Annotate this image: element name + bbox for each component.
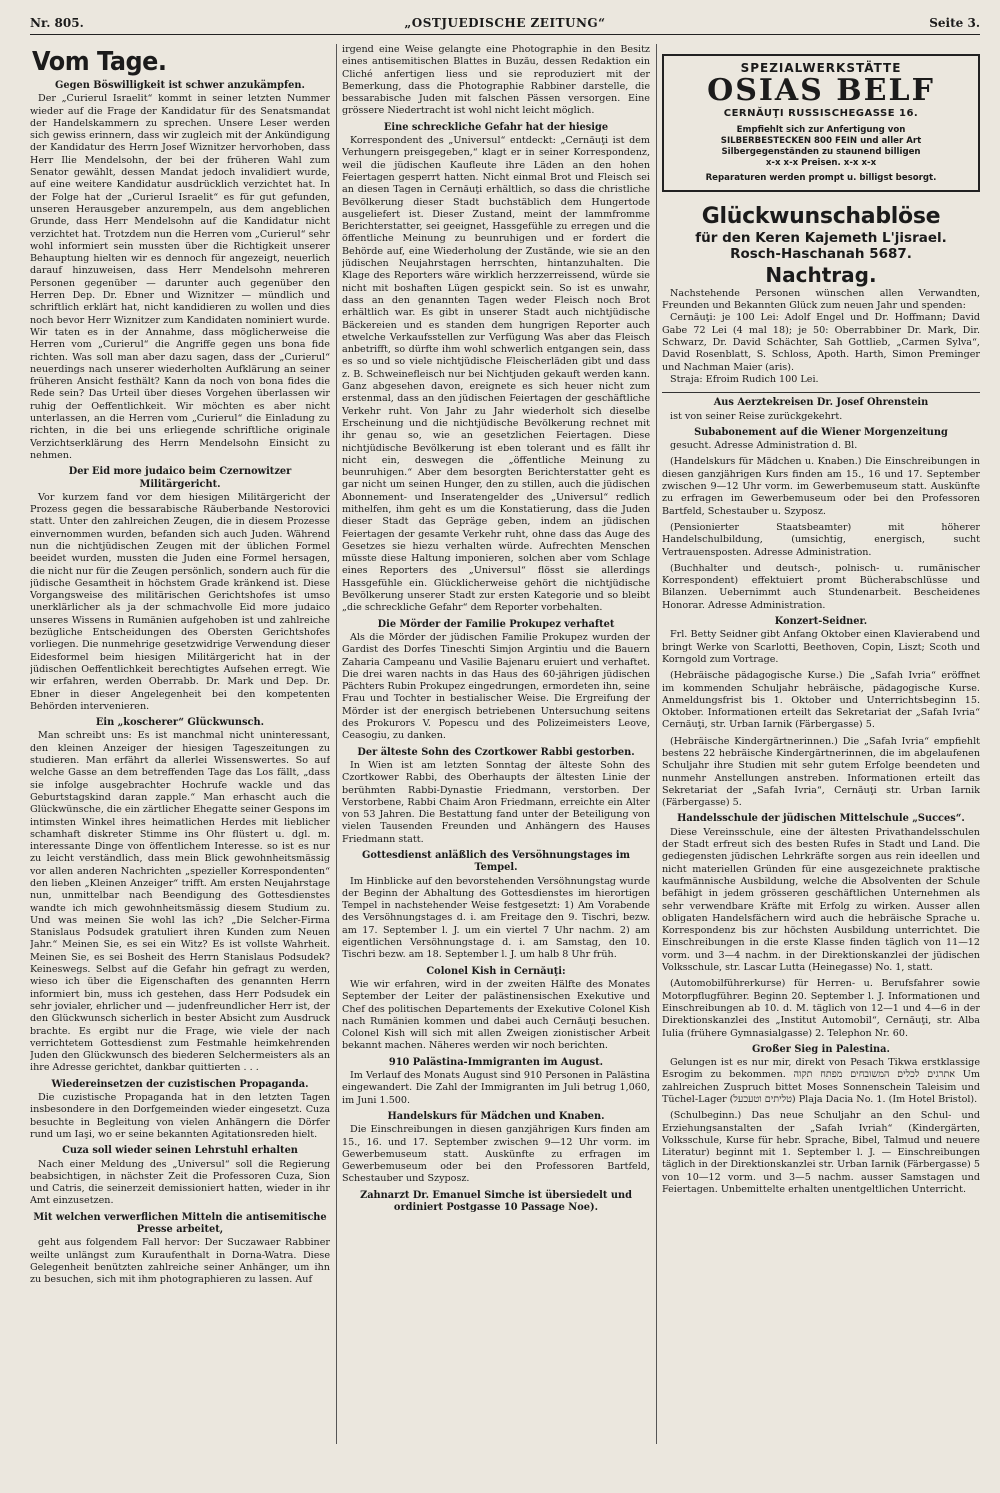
article-headline: Gegen Böswilligkeit ist schwer anzukämpfen. (55, 80, 305, 91)
notice-buchhalter (662, 563, 980, 612)
glueckwunsch-title: Glückwunschablöse (701, 203, 941, 229)
article-cuzistische-propaganda (30, 1079, 330, 1141)
article-headline: Zahnarzt Dr. Emanuel Simche ist übersiedelt und ordiniert Postgasse 10 Passage Noe). (360, 1189, 632, 1214)
article-headline: Mit welchen verwerflichen Mitteln die antisemitische Presse arbeitet, (33, 1211, 327, 1236)
article-text: Der „Curierul Israelit“ kommt in seiner letzten Nummer wieder auf die Frage der Kandidatur für des Senatsmandat der Handelskammern zu sprechen. Unsere Leser werden sich gewiss erinnern, dass wir zugleich mit der Ankündigung der Kandidatur des Herrn Josef Wiznitzer hervorhoben, dass Herr Ilie Mendelsohn, der bei der früheren Wahl zum Senator gewählt, dessen Mandat jedoch invalidiert wurde, auf eine weitere Kandidatur ausdrücklich verzichtet hat. In der Folge hat der „Curierul Israelit“ es für gut gefunden, unseren Herausgeber anzurempeln, aus dem angeblichen Grunde, dass Herr Mendelsohn auf die Kandidatur nicht verzichtet hat. Trotzdem nun die Herren vom „Curierul“ sehr wohl informiert sein mussten über die Richtigkeit unserer Behauptung hielten wir es dennoch für angezeigt, neuerlich darauf hinzuweisen, dass Herr Mendelsohn mehreren Personen gegenüber — darunter auch gegenüber den Herren Dep. Dr. Ebner und Wiznitzer — mündlich und schriftlich erklärt hat, nicht kandidieren zu wollen und dies noch bevor Herr Wiznitzer zum Kandidaten nominiert wurde. Wir taten es in der Annahme, dass möglicherweise die Herren vom „Curierul“ die Angriffe gegen uns bona fide richten. Was soll man aber dazu sagen, dass der „Curierul“ neuerdings nach unserer wiederholten Aufklärung an seiner früheren Ansicht festhält? Kann da noch von bona fides die Rede sein? Das Urteil über dieses Vorgehen überlassen wir ruhig der Oeffentlichkeit. Wir möchten es aber nicht unterlassen, an die Herren vom „Curierul“ die Einladung zu richten, in die bei uns erliegende schriftliche originale Verzichtserklärung des Herrn Mendelsohn Einsicht zu nehmen. (30, 93, 330, 461)
notice-paedagogische-kurse (662, 670, 980, 731)
notice-subabonement (662, 427, 980, 453)
advertisement-belf (662, 54, 980, 192)
article-text: Man schreibt uns: Es ist manchmal nicht uninteressant, den kleinen Anzeiger der hiesigen Tageszeitungen zu studieren. Man erfährt da allerlei Wissenswertes. So auf welche Gasse an dem betreffenden Tage das Los fällt, „dass sie infolge ausgebrachter Hochrufe wackle und das Geburtstagskind daran zapple.“ Man erhascht auch die Glückwünsche, die ein zärtlicher Ehegatte seiner Gespons im intimsten Winkel ihres heimatlichen Herdes mit lieblicher schamhaft diskreter Stimme ins Ohr flüstert u. dgl. m. interessante Dinge von öffentlichem Interesse. so ist es nur zu leicht verständlich, dass mein Blick gewohnheitsmässig vor allen anderen Nachrichten „spezieller Korrespondenten“ den lieben „Kleinen Anzeiger“ trifft. Am ersten Neujahrstage nun, unmittelbar nach Beendigung des Gottesdienstes wandte ich mich gewohnheitsmässig diesem Studium zu. Und was meinen Sie wohl las ich? „Die Selcher-Firma Stanislaus Podsudek gratuliert ihren Kunden zum Neuen Jahr.“ Meinen Sie, es sei ein Witz? Es ist vollste Wahrheit. Meinen Sie, es sei Bosheit des Herrn Stanislaus Podsudek? Keineswegs. Selbst auf die Gefahr hin gefragt zu werden, wieso ich über die Eigenschaften des genannten Herrn informiert bin, muss ich gestehen, dass Herr Podsudek ein sehr jovialer, ehrlicher und — judenfreundlicher Herr ist, der den Glückwunsch sicherlich in bester Absicht zum Ausdruck brachte. Es ergibt nur die Frage, wie viele der nach verrichtetem Gottesdienst zum Festmahle heimkehrenden Juden den Glückwunsch des biederen Selchermeisters als an ihre Adresse gerichtet, dankbar quittierten . . . (30, 730, 330, 1074)
notice-konzert (662, 616, 980, 666)
article-headline: Die Mörder der Familie Prokupez verhaftet (377, 618, 615, 630)
notice-text: ist von seiner Reise zurückgekehrt. (670, 410, 843, 422)
section-title: Vom Tage. (32, 47, 167, 77)
notice-text: (Handelskurs für Mädchen u. Knaben.) Die Einschreibungen in diesen ganzjährigen Kurs finden am 15., 16 und 17. September zwischen 9—12 Uhr vorm. im Gewerbemuseum statt. Auskünfte zu erfragen im Gewerbemuseum oder bei den Professoren Bartfeld, Schestauber u. Szyposz. (662, 456, 980, 517)
glueckwunsch-subtitle: für den Keren Kajemeth L'jisrael. (695, 229, 947, 246)
ad-company-name: OSIAS BELF (707, 73, 935, 109)
article-palaestina-immigranten (342, 1057, 650, 1107)
article-headline: Gottesdienst anläßlich des Versöhnungstages im Tempel. (362, 850, 630, 874)
article-zahnarzt (342, 1190, 650, 1215)
article-text: Vor kurzem fand vor dem hiesigen Militärgericht der Prozess gegen die bessarabische Räuberbande Nestorovici statt. Unter den zahlreichen Zeugen, die in diesem Prozesse einvernommen wurden, befanden sich auch Juden. Während nun die nichtjüdischen Zeugen mit der üblichen Formel beeidet wurden, mussten die Juden eine Formel hersagen, die nicht nur für die Zeugen persönlich, sondern auch für die jüdische Gesamtheit in höchstem Grade kränkend ist. Diese Vorgangsweise des militärischen Gerichtshofes ist umso unerklärlicher als ja der schmachvolle Eid more judaico unseres Wissens in Rumänien aufgehoben ist und zahlreiche bezügliche Entscheidungen des Obersten Gerichtshofes vorliegen. Die nunmehrige gesetzwidrige Verwendung dieser Eidesformel beim hiesigen Militärgericht hat in der jüdischen Oeffentlichkeit berechtigtes Aufsehen erregt. Wie wir erfahren, werden Oberrabb. Dr. Mark und Dep. Dr. Ebner in dieser Angelegenheit bei den kompetenten Behörden intervenieren. (30, 491, 330, 712)
column-rule-1 (336, 44, 337, 1444)
article-headline: Cuza soll wieder seinen Lehrstuhl erhalten (62, 1145, 298, 1157)
article-eid-more-judaico (30, 466, 330, 713)
masthead (30, 12, 980, 35)
column-rule-2 (656, 44, 657, 1444)
article-headline: Der Eid more judaico beim Czernowitzer Militärgericht. (68, 466, 292, 490)
notice-text: (Pensionierter Staatsbeamter) mit höherer Handelschulbildung, (umsichtig, energisch, sucht Vertrauensposten. Adresse Administration. (662, 521, 980, 558)
article-cuza-lehrstuhl (30, 1145, 330, 1207)
notice-text: gesucht. Adresse Administration d. Bl. (670, 440, 858, 452)
article-text: Wie wir erfahren, wird in der zweiten Hälfte des Monates September der Leiter der palästinensischen Exekutive und Chef des politischen Departements der Exekutive Colonel Kish nach Rumänien kommen und dabei auch Cernăuţi besuchen. Colonel Kish will sich mit allen Zweigen zionistischer Arbeit bekannt machen. Näheres werden wir noch berichten. (342, 978, 650, 1052)
column-2 (342, 44, 650, 1464)
ad-line: Empfiehlt sich zur Anfertigung von (736, 124, 906, 135)
article-headline: Ein „koscherer“ Glückwunsch. (95, 717, 265, 729)
notice-automobilkurse (662, 978, 980, 1039)
notice-text: (Buchhalter und deutsch-, polnisch- u. rumänischer Korrespondent) effektuiert promt Bücherabschlüsse und Bilanzen. Uebernimmt auch Stundenarbeit. Bescheidenes Honorar. Adresse Administration. (662, 562, 980, 611)
page-label: Seite 3. (929, 16, 980, 30)
article-text: Die Einschreibungen in diesen ganzjährigen Kurs finden am 15., 16. und 17. September zwischen 9—12 Uhr vorm. im Gewerbemuseum statt. Auskünfte zu erfragen im Gewerbemuseum oder bei den Professoren Bartfeld, Schestauber und Szyposz. (342, 1124, 650, 1185)
ad-line: SILBERBESTECKEN 800 FEIN und aller Art (720, 135, 922, 146)
notice-text: (Automobilführerkurse) für Herren- u. Berufsfahrer sowie Motorpflugführer. Beginn 20. September l. J. Informationen und Einschreibungen ab 10. d. M. täglich von 12—1 und 4—6 in der Direktionskanzlei des „Institut Automobil“, Cernăuţi, str. Alba Iulia (frühere Gymnasialgasse) 2. Telephon Nr. 60. (662, 978, 980, 1039)
column-1 (30, 44, 330, 1464)
notice-aerztekreise (662, 397, 980, 423)
notice-headline: Handelsschule der jüdischen Mittelschule „Succes“. (677, 813, 965, 825)
glueckwunsch-text: Straja: Efroim Rudich 100 Lei. (670, 373, 819, 385)
article-headline: Colonel Kish in Cernăuţi: (426, 965, 566, 977)
notice-handelskurs (662, 456, 980, 517)
notice-headline: Aus Aerztekreisen Dr. Josef Ohrenstein (713, 397, 929, 409)
ad-line: x-x x-x Preisen. x-x x-x (765, 157, 877, 168)
article-headline: 910 Palästina-Immigranten im August. (388, 1056, 604, 1068)
notice-text: Diese Vereinsschule, eine der ältesten Privathandelsschulen der Stadt erfreut sich des besten Rufes in Stadt und Land. Die gediegensten jüdischen Lehrkräfte sorgen aus rein ideellen und nicht materiellen Gründen für eine ausgezeichnete praktische kaufmännische Ausbildung, welche die Absolventen der Schule befähigt in jedem grösseren geschäftlichen Unternehmen als sehr verwendbare Kräfte mit Erfolg zu wirken. Ausser allen obligaten Handelsfächern wird auch die hebräische Sprache u. Korrespondenz bis zur höchsten Ausbildung unterrichtet. Die Einschreibungen in die erste Klasse finden täglich von 11—12 vorm. und 3—4 nachm. in der Direktionskanzlei der jüdischen Volksschule, str. Lascar Lutta (Heinegasse) No. 1, statt. (662, 826, 980, 974)
glueckwunsch-subtitle: Rosch-Haschanah 5687. (730, 245, 912, 262)
article-verwerfliche-mittel (30, 1212, 330, 1287)
article-koscherer-glueckwunsch (30, 717, 330, 1075)
article-moerder-prokupez (342, 619, 650, 743)
page-number: Nr. 805. (30, 16, 84, 30)
article-text: In Wien ist am letzten Sonntag der älteste Sohn des Czortkower Rabbi, des Oberhaupts der ältesten Linie der berühmten Rabbi-Dynastie Friedmann, verstorben. Der Verstorbene, Rabbi Chaim Aron Friedmann, erreichte ein Alter von 53 Jahren. Die Bestattung fand unter der Beteiligung von vielen Tausenden Freunden und Anhängern des Hauses Friedmann statt. (342, 759, 650, 845)
article-handelskurs (342, 1111, 650, 1186)
ad-address: CERNĂUŢI RUSSISCHEGASSE 16. (723, 108, 919, 120)
article-czortkower-rabbi (342, 747, 650, 846)
article-continuation (342, 44, 650, 118)
notice-kindergaertnerinnen (662, 736, 980, 810)
article-headline: Handelskurs für Mädchen und Knaben. (387, 1110, 605, 1122)
notice-text: (Hebräische pädagogische Kurse.) Die „Safah Ivria“ eröffnet im kommenden Schuljahr hebräische, pädagogische Kurse. Anmeldungsfrist bis 1. Oktober und Unterrichtsbeginn 15. Oktober. Informationen erteilt das Sekretariat der „Safah Ivria“ Cernăuţi, str. Urban Iarnik (Färbergasse) 5. (662, 670, 980, 731)
article-headline: Der älteste Sohn des Czortkower Rabbi gestorben. (357, 746, 635, 758)
notice-headline: Großer Sieg in Palestina. (752, 1043, 890, 1055)
article-text: geht aus folgendem Fall hervor: Der Suczawaer Rabbiner weilte unlängst zum Kuraufenthalt in Dorna-Watra. Diese Gelegenheit benützten zahlreiche seiner Anhänger, um ihn zu besuchen, sich mit ihm photographieren zu lassen. Auf (30, 1237, 330, 1286)
glueckwunsch-nachtrag: Nachtrag. (765, 262, 877, 287)
column-3 (662, 44, 980, 1464)
article-text: Als die Mörder der jüdischen Familie Prokupez wurden der Gardist des Dorfes Tineschti Simjon Argintiu und die Bauern Zaharia Campeanu und Vasilie Bajenaru eruiert und verhaftet. Die drei waren nachts in das Haus des 60-jährigen jüdischen Pächters Rubin Prokupez eingedrungen, ermordeten ihn, seine Frau und Tochter in bestialischer Weise. Die Ergreifung der Mörder ist der energisch betriebenen Untersuchung seitens des Prokurors V. Popescu und des Polizeimeisters Leove, Ceasogiu, zu danken. (342, 631, 650, 742)
notice-staatsbeamter (662, 522, 980, 559)
newspaper-title: „OSTJUEDISCHE ZEITUNG“ (404, 16, 606, 30)
article-text: Korrespondent des „Universul“ entdeckt: „Cernăuţi ist dem Verhungern preisgegeben,“ klagt er in seiner Korrespondenz, weil die jüdischen Kaufleute ihre Läden an den hohen Feiertagen gesperrt hatten. Nicht einmal Brot und Fleisch sei an diesen Tagen in Cernăuţi erhältlich, so dass die christliche Bevölkerung dieser Stadt buchstäblich dem Hungertode ausgeliefert ist. Dieser Zustand, meint der lammfromme Berichterstatter, sei geeignet, Hassgefühle zu erregen und die öffentliche Meinung zu beunruhigen und er fordert die Behörde auf, eine Wiederholung der Zustände, wie sie an den jüdischen Neujahrstagen herrschten, hintanzuhalten. Die Klage des Reporters wäre wirklich herzzerreissend, würde sie nicht mit boshaften Lügen gespickt sein. So ist es unwahr, dass an den genannten Tagen weder Fleisch noch Brot erhältlich war. Es gibt in unserer Stadt auch nichtjüdische Bäckereien und es standen dem hungrigen Reporter auch etwelche Verkaufsstellen zur Verfügung Was aber das Fleisch anbetrifft, so dürfte ihm wohl schwerlich entgangen sein, dass es so und so viele nichtjüdische Fleischerläden gibt und dass z. B. Schweinefleisch nur bei Nichtjuden gekauft werden kann. Ganz abgesehen davon, ereignete es sich heuer nicht zum erstenmal, dass an den jüdischen Feiertagen der geschäftliche Verkehr ruht. Von Jahr zu Jahr wiederholt sich dieselbe Erscheinung und die nichtjüdische Bevölkerung rechnet mit ihr genau so, wie an gesetzlichen Feiertagen. Diese nichtjüdische Bevölkerung ist eben tolerant und es fällt ihr nicht ein, deswegen die „öffentliche Meinung zu beunruhigen.“ Aber dem besorgten Berichterstatter geht es gar nicht um seinen Hunger, den zu stillen, auch die jüdischen Abonnement- und Inseratengelder des „Universul“ redlich mithelfen, ihm geht es um die Konstatierung, dass die Juden dieser Stadt das Gepräge geben, indem an jüdischen Feiertagen der gesamte Verkehr ruht, ohne dass das Auge des Gesetzes sie hiezu verhalten würde. Aufrechten Menschen müsste diese Haltung imponieren, solchen aber vom Schlage eines Reporters des „Universul“ flösst sie allerdings Hassgefühle ein. Glücklicherweise gehört die nichtjüdische Bevölkerung unserer Stadt zur ersten Kategorie und so bleibt „die schreckliche Gefahr“ dem Reporter vorbehalten. (342, 135, 650, 614)
article-schreckliche-gefahr (342, 122, 650, 615)
separator (662, 392, 980, 393)
notice-text: (Hebräische Kindergärtnerinnen.) Die „Safah Ivria“ empfiehlt bestens 22 hebräische Kindergärtnerinnen, die im abgelaufenen Schuljahr ihre Studien mit sehr gutem Erfolge beendeten und nunmehr Anstellungen anstreben. Informationen erteilt das Sekretariat der „Safah Ivria“, Cernăuţi str. Urban Iarnik (Färbergasse) 5. (662, 735, 980, 809)
article-text: Im Hinblicke auf den bevorstehenden Versöhnungstag wurde der Beginn der Abhaltung des Gottesdienstes im hierortigen Tempel in nachstehender Weise festgesetzt: 1) Am Vorabende des Versöhnungstages d. i. am Freitage den 9. Tischri, bezw. am 17. September l. J. um ein viertel 7 Uhr nachm. 2) am eigentlichen Versöhnungstage d. i. am Samstag, den 10. Tischri bezw. am 18. September l. J. um halb 8 Uhr früh. (342, 875, 650, 961)
article-colonel-kish (342, 966, 650, 1053)
article-headline: Eine schreckliche Gefahr hat der hiesige (383, 121, 609, 133)
glueckwunsch-text: Cernăuţi: je 100 Lei: Adolf Engel und Dr. Hoffmann; David Gabe 72 Lei (4 mal 18); je 50: Oberrabbiner Dr. Mark, Dir. Schwarz, Dr. David Schächter, Sah Gottlieb, „Carmen Sylva“, David Rosenblatt, S. Schloss, Apoth. Harth, Simon Preminger und Nachman Maier (aris). (662, 312, 980, 373)
notice-text: (Schulbeginn.) Das neue Schuljahr an den Schul- und Erziehungsanstalten der „Safah Ivriah“ (Kindergärten, Volksschule, Kurse für hebr. Sprache, Bibel, Talmud und neuere Literatur) beginnt mit 1. September l. J. — Einschreibungen täglich in der Direktionskanzlei str. Urban Iarnik (Färbergasse) 5 von 10—12 vorm. und 3—5 nachm. ausser Samstagen und Feiertagen. Unbemittelte erhalten unentgeltlichen Unterricht. (662, 1110, 980, 1196)
notice-text: Gelungen ist es nur mir, direkt von Pesach Tikwa erstklassige Esrogim zu bekommen. אתרגים לכלים המשובחים מפתח תקוה Um zahlreichen Zuspruch bittet Moses Sonnenschein Taleisim und Tüchel-Lager (טליתים וטעכעל) Plaja Dacia No. 1. (Im Hotel Bristol). (662, 1057, 980, 1105)
article-text: Nach einer Meldung des „Universul“ soll die Regierung beabsichtigen, in nächster Zeit die Professoren Cuza, Sion und Catris, die seinerzeit demissioniert hatten, wieder in ihr Amt einzusetzen. (30, 1158, 330, 1207)
article-text: Im Verlauf des Monats August sind 910 Personen in Palästina eingewandert. Die Zahl der Immigranten im Juli betrug 1,060, im Juni 1.500. (342, 1070, 650, 1106)
notice-schulbeginn (662, 1110, 980, 1196)
ad-line: Silbergegenständen zu staunend billigen (721, 146, 921, 157)
notice-text: Frl. Betty Seidner gibt Anfang Oktober einen Klavierabend und bringt Werke von Scarlotti, Beethoven, Copin, Liszt; Scoth und Korngold zum Vortrage. (662, 629, 980, 665)
notice-headline: Konzert-Seidner. (774, 616, 868, 628)
notice-sieg-palestina (662, 1044, 980, 1106)
article-headline: Wiedereinsetzen der cuzistischen Propaganda. (51, 1078, 309, 1090)
article-boeswilligkeit (30, 80, 330, 462)
article-text: irgend eine Weise gelangte eine Photographie in den Besitz eines antisemitischen Blattes in Buzău, dessen Redaktion ein Cliché anfertigen liess und sie reproduziert mit der Bemerkung, dass die Photographie Rabbiner darstelle, die bessarabische Juden mit falschen Pässen versorgen. Eine grössere Niedertracht ist wohl nicht leicht möglich. (342, 44, 650, 117)
notice-headline: Subabonement auf die Wiener Morgenzeitung (694, 426, 948, 438)
ad-heading: SPEZIALWERKSTÄTTE (740, 61, 902, 75)
article-text: Die cuzistische Propaganda hat in den letzten Tagen insbesondere in den Dorfgemeinden wieder eingesetzt. Cuza besuchte in Begleitung von vielen Anhängern die Dörfer rund um Iaşi, wo er seine bekannten Agitationsreden hielt. (30, 1092, 330, 1140)
article-gottesdienst (342, 850, 650, 962)
glueckwunsch-text: Nachstehende Personen wünschen allen Verwandten, Freunden und Bekannten Glück zum neuen Jahr und spenden: (662, 287, 980, 312)
ad-footer: Reparaturen werden prompt u. billigst besorgt. (705, 172, 937, 183)
notice-handelsschule (662, 813, 980, 974)
